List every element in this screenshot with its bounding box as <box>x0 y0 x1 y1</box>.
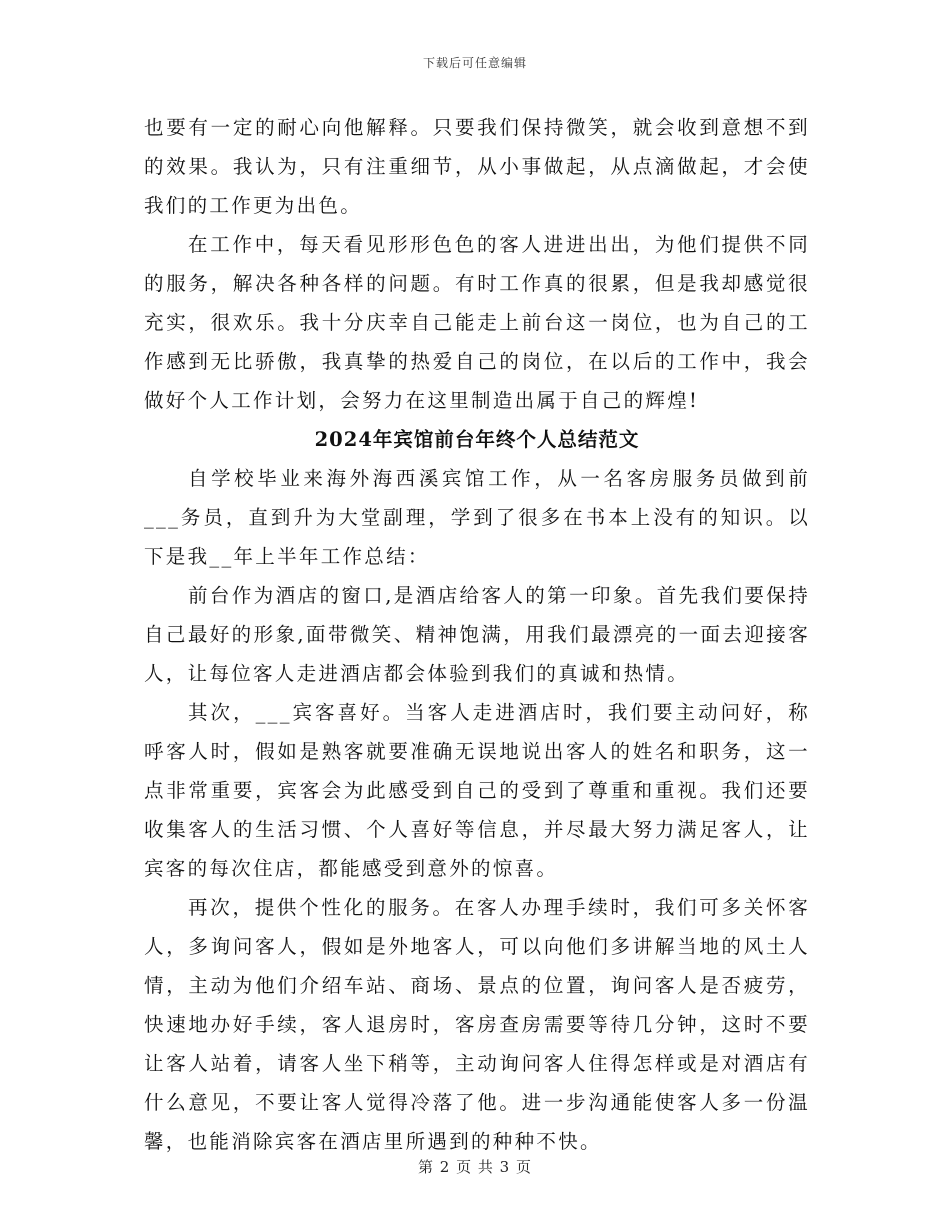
paragraph-work-reflection: 在工作中，每天看见形形色色的客人进进出出，为他们提供不同的服务，解决各种各样的问题。有时工作真的很累，但是我却感觉很充实，很欢乐。我十分庆幸自己能走上前台这一岗位，也为自己的工作感到无比骄傲，我真挚的热爱自己的岗位，在以后的工作中，我会做好个人工作计划，会努力在这里制造出属于自己的辉煌! <box>144 233 810 412</box>
page-number: 第 2 页 共 3 页 <box>418 1158 532 1176</box>
paragraph-continuation: 也要有一定的耐心向他解释。只要我们保持微笑，就会收到意想不到的效果。我认为，只有注重细节，从小事做起，从点滴做起，才会使我们的工作更为出色。 <box>144 116 810 217</box>
document-body <box>144 108 810 1161</box>
paragraph-intro: 自学校毕业来海外海西溪宾馆工作，从一名客房服务员做到前___务员，直到升为大堂副理，学到了很多在书本上没有的知识。以下是我__年上半年工作总结： <box>144 467 810 568</box>
header-note: 下载后可任意编辑 <box>422 56 527 70</box>
paragraph-first-impression: 前台作为酒店的窗口,是酒店给客人的第一印象。首先我们要保持自己最好的形象,面带微笑、精神饱满，用我们最漂亮的一面去迎接客人，让每位客人走进酒店都会体验到我们的真诚和热情。 <box>144 584 810 685</box>
paragraph-guest-preferences: 其次，___宾客喜好。当客人走进酒店时，我们要主动问好，称呼客人时，假如是熟客就要准确无误地说出客人的姓名和职务，这一点非常重要，宾客会为此感受到自己的受到了尊重和重视。我们还要收集客人的生活习惯、个人喜好等信息，并尽最大努力满足客人，让宾客的每次住店，都能感受到意外的惊喜。 <box>144 701 810 880</box>
section-title: 2024年宾馆前台年终个人总结范文 <box>314 428 640 451</box>
paragraph-personalized-service: 再次，提供个性化的服务。在客人办理手续时，我们可多关怀客人，多询问客人，假如是外地客人，可以向他们多讲解当地的风土人情，主动为他们介绍车站、商场、景点的位置，询问客人是否疲劳，快速地办好手续，客人退房时，客房查房需要等待几分钟，这时不要让客人站着，请客人坐下稍等，主动询问客人住得怎样或是对酒店有什么意见，不要让客人觉得冷落了他。进一步沟通能使客人多一份温馨，也能消除宾客在酒店里所遇到的种种不快。 <box>144 896 810 1153</box>
